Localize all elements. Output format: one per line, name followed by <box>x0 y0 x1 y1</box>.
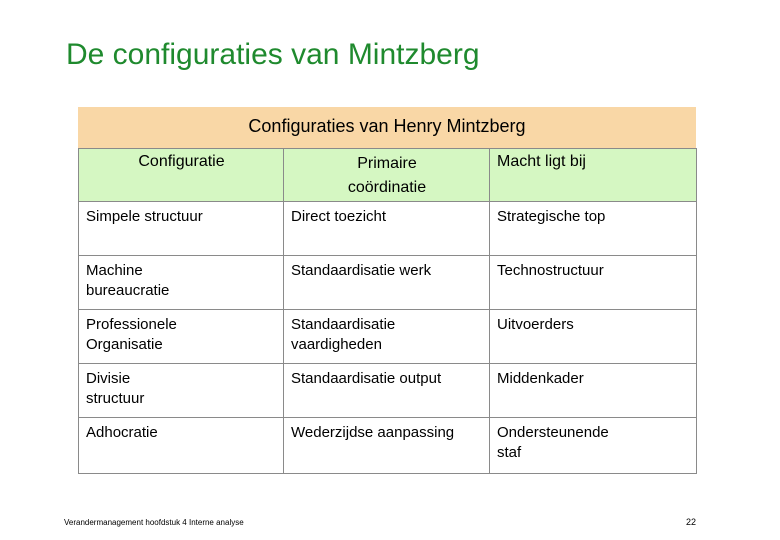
table-row <box>79 418 697 474</box>
cell-coordinatie: Direct toezicht <box>284 202 490 256</box>
cell-coordinatie: Standaardisatie vaardigheden <box>284 310 490 364</box>
header-macht-ligt-bij: Macht ligt bij <box>490 149 697 202</box>
slide-title: De configuraties van Mintzberg <box>66 38 480 71</box>
table-row <box>79 364 697 418</box>
cell-macht: Middenkader <box>490 364 697 418</box>
table-row <box>79 202 697 256</box>
cell-configuratie: Machine bureaucratie <box>79 256 284 310</box>
cell-configuratie: Adhocratie <box>79 418 284 474</box>
cell-coordinatie: Standaardisatie output <box>284 364 490 418</box>
cell-configuratie: Divisie structuur <box>79 364 284 418</box>
cell-coordinatie: Standaardisatie werk <box>284 256 490 310</box>
table-row <box>79 256 697 310</box>
header-configuratie: Configuratie <box>79 149 284 202</box>
table-caption: Configuraties van Henry Mintzberg <box>78 107 696 148</box>
configurations-table <box>78 148 697 474</box>
cell-macht: Strategische top <box>490 202 697 256</box>
table-row <box>79 310 697 364</box>
cell-macht: Uitvoerders <box>490 310 697 364</box>
footer-text: Verandermanagement hoofdstuk 4 Interne analyse <box>64 518 244 527</box>
cell-macht: Ondersteunende staf <box>490 418 697 474</box>
mintzberg-table <box>78 107 696 474</box>
cell-coordinatie: Wederzijdse aanpassing <box>284 418 490 474</box>
table-header-row <box>79 149 697 202</box>
page-number: 22 <box>685 517 696 527</box>
cell-configuratie: Professionele Organisatie <box>79 310 284 364</box>
cell-configuratie: Simpele structuur <box>79 202 284 256</box>
header-primaire-coordinatie: Primaire coördinatie <box>284 149 490 202</box>
cell-macht: Technostructuur <box>490 256 697 310</box>
